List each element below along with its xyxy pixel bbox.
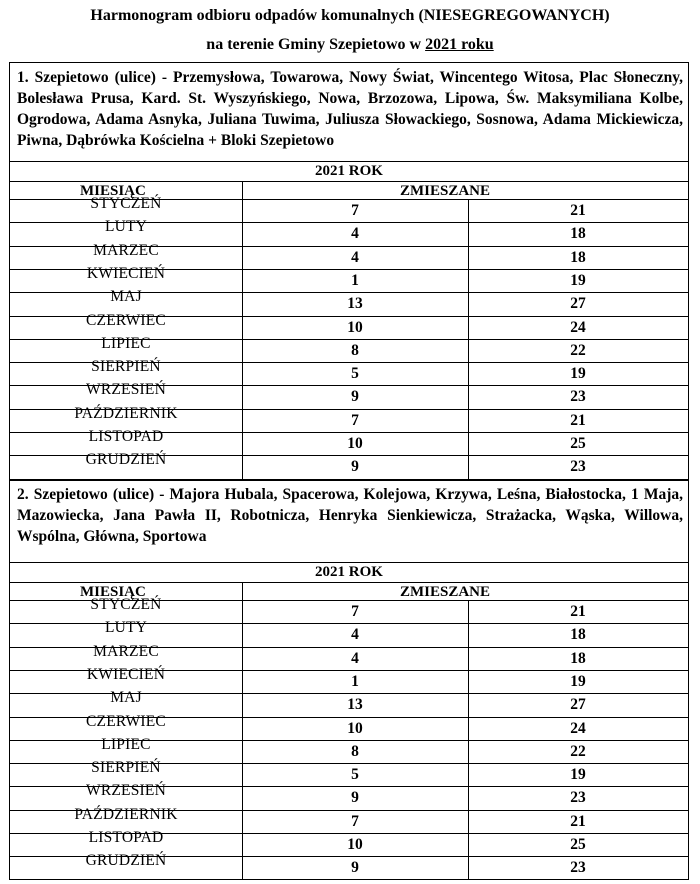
pickup-day-1: 9 bbox=[351, 859, 359, 877]
month-cell: WRZESIEŃ bbox=[86, 782, 166, 800]
subtitle-year: 2021 roku bbox=[425, 36, 494, 53]
month-cell: CZERWIEC bbox=[86, 311, 166, 329]
pickup-day-2: 22 bbox=[570, 341, 586, 359]
pickup-day-2: 25 bbox=[570, 836, 586, 853]
pickup-day-2: 21 bbox=[570, 202, 586, 219]
pickup-day-2: 18 bbox=[570, 626, 586, 644]
pickup-day-1: 4 bbox=[351, 649, 359, 667]
column-divider bbox=[242, 181, 243, 199]
pickup-day-2: 19 bbox=[570, 766, 586, 784]
pickup-day-1: 4 bbox=[351, 248, 359, 266]
month-cell: MARZEC bbox=[93, 642, 159, 660]
pickup-day-2: 18 bbox=[570, 225, 586, 243]
month-cell: STYCZEŃ bbox=[90, 596, 162, 613]
pickup-day-1: 13 bbox=[347, 696, 363, 714]
pickup-day-1: 8 bbox=[351, 742, 359, 760]
month-cell: KWIECIEŃ bbox=[86, 665, 166, 683]
month-cell: LUTY bbox=[104, 218, 148, 236]
pickup-day-2: 21 bbox=[570, 603, 586, 620]
document-subtitle bbox=[0, 31, 700, 59]
month-cell: LUTY bbox=[104, 619, 148, 637]
pickup-day-1: 4 bbox=[351, 225, 359, 243]
table-row bbox=[10, 451, 688, 478]
year-label: 2021 ROK bbox=[315, 564, 383, 580]
section-streets: 1. Szepietowo (ulice) - Przemysłowa, Towarowa, Nowy Świat, Wincentego Witosa, Plac Słoneczny, Bolesława Prusa, Kard. St. Wyszyńskiego, Nowa, Brzozowa, Lipowa, Św. Maksymiliana Kolbe, Ogrodowa, Adama Asnyka, Juliana Tuwima, Juliusza Słowackiego, Sosnowa, Adama Mickiewicza, Piwna, Dąbrówka Kościelna + Bloki Szepietowo bbox=[17, 69, 683, 149]
column-header-mixed: ZMIESZANE bbox=[400, 183, 491, 199]
month-cell: LISTOPAD bbox=[88, 829, 164, 846]
pickup-day-1: 1 bbox=[351, 672, 359, 690]
month-cell: PAŹDZIERNIK bbox=[74, 404, 178, 422]
month-cell: GRUDZIEŃ bbox=[85, 451, 167, 469]
section-streets: 2. Szepietowo (ulice) - Majora Hubala, Spacerowa, Kolejowa, Krzywa, Leśna, Białostocka, 1 Maja, Mazowiecka, Jana Pawła II, Robotnicza, Henryka Sienkiewicza, Strażacka, Wąska, Willowa, Wspólna, Główna, Sportowa bbox=[17, 486, 683, 545]
column-header-mixed: ZMIESZANE bbox=[400, 584, 491, 600]
pickup-day-1: 5 bbox=[351, 766, 359, 784]
pickup-day-2: 25 bbox=[570, 435, 586, 452]
pickup-day-1: 7 bbox=[351, 603, 359, 620]
month-cell: SIERPIEŃ bbox=[91, 358, 161, 376]
pickup-day-1: 7 bbox=[351, 812, 359, 830]
pickup-day-1: 10 bbox=[347, 318, 363, 336]
pickup-day-2: 23 bbox=[570, 859, 586, 877]
schedule-table bbox=[9, 62, 689, 880]
pickup-day-2: 19 bbox=[570, 365, 586, 383]
column-divider bbox=[242, 582, 243, 600]
pickup-day-2: 23 bbox=[570, 789, 586, 807]
pickup-day-2: 21 bbox=[570, 411, 586, 429]
pickup-day-2: 27 bbox=[570, 295, 586, 313]
pickup-day-1: 10 bbox=[347, 836, 363, 853]
pickup-day-1: 5 bbox=[351, 365, 359, 383]
pickup-day-1: 9 bbox=[351, 388, 359, 406]
pickup-day-2: 21 bbox=[570, 812, 586, 830]
pickup-day-1: 8 bbox=[351, 341, 359, 359]
pickup-day-2: 22 bbox=[570, 742, 586, 760]
month-cell: KWIECIEŃ bbox=[86, 264, 166, 282]
pickup-day-1: 7 bbox=[351, 202, 359, 219]
column-header-month: MIESIĄC bbox=[80, 183, 146, 199]
pickup-day-2: 23 bbox=[570, 388, 586, 406]
pickup-day-2: 24 bbox=[570, 719, 586, 737]
pickup-day-1: 9 bbox=[351, 789, 359, 807]
pickup-day-2: 19 bbox=[570, 672, 586, 690]
pickup-day-1: 7 bbox=[351, 411, 359, 429]
month-cell: MAJ bbox=[110, 689, 142, 707]
table-row bbox=[10, 852, 688, 879]
pickup-day-2: 23 bbox=[570, 458, 586, 476]
pickup-day-1: 4 bbox=[351, 626, 359, 644]
month-cell: WRZESIEŃ bbox=[86, 381, 166, 399]
year-label: 2021 ROK bbox=[315, 163, 383, 179]
month-cell: MAJ bbox=[110, 288, 142, 306]
month-cell: MARZEC bbox=[93, 241, 159, 259]
month-cell: STYCZEŃ bbox=[90, 195, 162, 212]
pickup-day-2: 18 bbox=[570, 248, 586, 266]
month-cell: GRUDZIEŃ bbox=[85, 852, 167, 870]
month-cell: LIPIEC bbox=[101, 334, 151, 352]
pickup-day-2: 19 bbox=[570, 271, 586, 289]
pickup-day-2: 24 bbox=[570, 318, 586, 336]
pickup-day-1: 9 bbox=[351, 458, 359, 476]
month-cell: PAŹDZIERNIK bbox=[74, 805, 178, 823]
pickup-day-1: 10 bbox=[347, 719, 363, 737]
document-title: Harmonogram odbioru odpadów komunalnych (NIESEGREGOWANYCH) bbox=[90, 7, 610, 24]
month-cell: SIERPIEŃ bbox=[91, 759, 161, 777]
column-header-month: MIESIĄC bbox=[80, 584, 146, 600]
month-cell: LIPIEC bbox=[101, 735, 151, 753]
pickup-day-1: 1 bbox=[351, 271, 359, 289]
pickup-day-1: 13 bbox=[347, 295, 363, 313]
pickup-day-2: 18 bbox=[570, 649, 586, 667]
pickup-day-1: 10 bbox=[347, 435, 363, 452]
subtitle-text: na terenie Gminy Szepietowo w bbox=[206, 36, 426, 53]
pickup-day-2: 27 bbox=[570, 696, 586, 714]
month-cell: LISTOPAD bbox=[88, 428, 164, 445]
month-cell: CZERWIEC bbox=[86, 712, 166, 730]
